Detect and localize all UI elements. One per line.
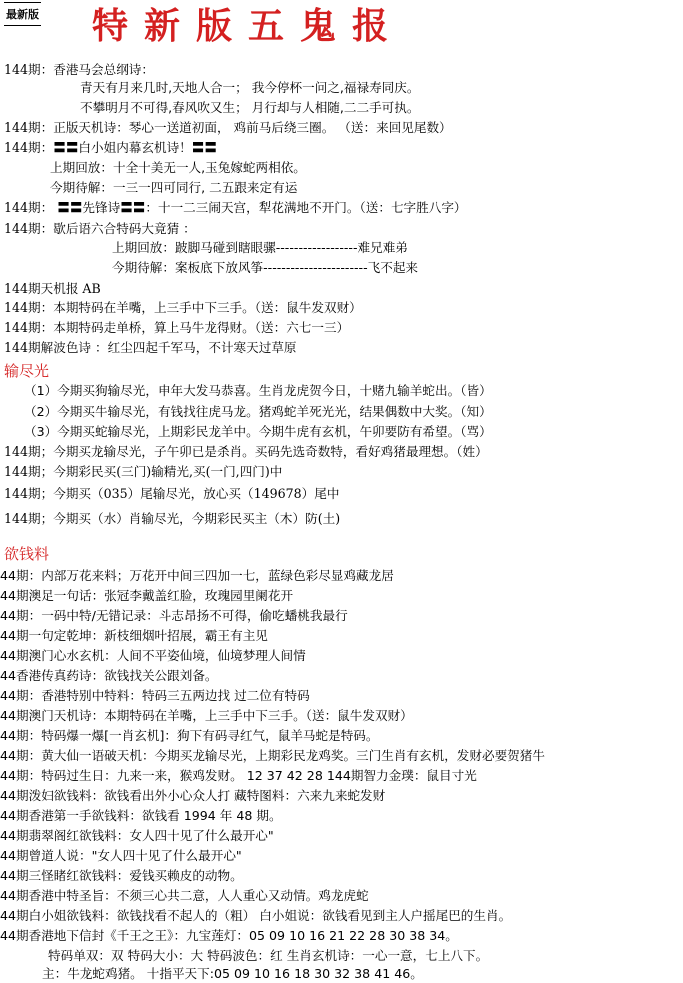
text-line: 44期：特码过生日：九来一来，猴鸡发财。 12 37 42 28 144期智力金璞：鼠目寸光 — [0, 768, 477, 783]
text-line: 44香港传真药诗：欲钱找关公跟刘备。 — [0, 668, 218, 683]
text-line: 44期泼妇欲钱料：欲钱看出外小心众人打 藏特图料：六来九来蛇发财 — [0, 788, 386, 803]
text-line: 144期： 〓〓先锋诗〓〓：十一二三闹天宫，犁花满地不开门。（送：七字胜八字） — [4, 200, 467, 215]
text-line: 上期回放：跛脚马碰到瞎眼骡------------------难兄难弟 — [112, 240, 408, 255]
text-line: 44期香港地下信封《千王之王》：九宝莲灯：05 09 10 16 21 22 28 30 38 34。 — [0, 928, 458, 943]
text-line: 44期：黄大仙一语破天机：今期买龙输尽光，上期彩民龙鸡奖。三门生肖有玄机，发财必要贺猪牛 — [0, 748, 545, 763]
text-line: 44期曾道人说："女人四十见了什么最开心" — [0, 848, 242, 863]
text-line: 特码单双：双 特码大小：大 特码波色：红 生肖玄机诗：一心一意，七上八下。 — [48, 948, 489, 963]
text-line: 144期；今期买龙输尽光，子午卯已是杀肖。买码先选奇数特，看好鸡猪最理想。（姓） — [4, 444, 488, 459]
text-line: 主：牛龙蛇鸡猪。 十指平天下:05 09 10 16 18 30 32 38 41 46。 — [42, 966, 423, 981]
section-heading: 输尽光 — [4, 362, 50, 380]
section-heading: 欲钱料 — [4, 545, 50, 563]
text-line: 不攀明月不可得,春风吹又生； 月行却与人相随,二二手可执。 — [80, 100, 420, 115]
text-line: （3）今期买蛇输尽光，上期彩民龙羊中。今期牛虎有玄机，午卯要防有希望。（骂） — [24, 424, 492, 439]
text-line: 44期三怪睹红欲钱料：爱钱买赖皮的动物。 — [0, 868, 243, 883]
text-line: 44期澳足一句话：张冠李戴盖红脸，玫瑰园里阑花开 — [0, 588, 294, 603]
edition-label: 最新版 — [4, 2, 41, 26]
text-line: 44期一句定乾坤：新枝细烟叶招展，霸王有主见 — [0, 628, 268, 643]
text-line: 44期香港中特圣旨：不须三心共二意，人人重心又动情。鸡龙虎蛇 — [0, 888, 369, 903]
text-line: 144期；今期彩民买(三门)输精光,买(一门,四门)中 — [4, 464, 283, 479]
text-line: 青天有月来几时,天地人合一； 我今停杯一问之,福禄寿同庆。 — [80, 80, 420, 95]
text-line: 144期天机报 AB — [4, 281, 101, 296]
text-line: 今期待解：一三一四可同行, 二五跟来定有运 — [50, 180, 298, 195]
text-line: 44期：内部万花来料；万花开中间三四加一七，蓝绿色彩尽显鸡藏龙居 — [0, 568, 394, 583]
text-line: 144期：本期特码走单桥，算上马牛龙得财。（送：六七一三） — [4, 320, 350, 335]
text-line: 144期：〓〓白小姐内幕玄机诗！〓〓 — [4, 140, 217, 155]
text-line: 44期：一码中特/无错记录：斗志昂扬不可得，偷吃蟠桃我最行 — [0, 608, 348, 623]
text-line: 今期待解：案板底下放风筝-----------------------飞不起来 — [112, 260, 419, 275]
text-line: 44期翡翠阁红欲钱料：女人四十见了什么最开心" — [0, 828, 274, 843]
text-line: 44期：香港特别中特料：特码三五两边找 过二位有特码 — [0, 688, 310, 703]
page-title: 特新版五鬼报 — [92, 5, 405, 47]
text-line: （1）今期买狗输尽光，申年大发马恭喜。生肖龙虎贺今日，十赌九输羊蛇出。（皆） — [24, 383, 492, 398]
text-line: 144期：本期特码在羊嘴，上三手中下三手。（送：鼠牛发双财） — [4, 300, 362, 315]
text-line: 144期：香港马会总纲诗： — [4, 62, 154, 77]
text-line: 144期：歇后语六合特码大竟猜 ： — [4, 221, 196, 236]
text-line: 44期香港第一手欲钱料：欲钱看 1994 年 48 期。 — [0, 808, 282, 823]
text-line: 44期白小姐欲钱料：欲钱找看不起人的（粗） 白小姐说：欲钱看见到主人户摇尾巴的生肖。 — [0, 908, 512, 923]
text-line: 上期回放：十全十美无一人,玉兔嫁蛇两相依。 — [50, 160, 306, 175]
text-line: 44期澳门心水玄机：人间不平姿仙境，仙境梦理人间情 — [0, 648, 306, 663]
text-line: 44期澳门天机诗：本期特码在羊嘴，上三手中下三手。（送：鼠牛发双财） — [0, 708, 413, 723]
text-line: 144期：正版天机诗：琴心一送道初面， 鸡前马后绕三圈。 （送：来回见尾数） — [4, 120, 452, 135]
text-line: 44期：特码爆一爆[一肖玄机]：狗下有码寻红气，鼠羊马蛇是特码。 — [0, 728, 379, 743]
text-line: （2）今期买牛输尽光，有钱找往虎马龙。猪鸡蛇羊死光光，结果偶数中大奖。（知） — [24, 404, 492, 419]
text-line: 144期；今期买（035）尾输尽光，放心买（149678）尾中 — [4, 486, 340, 501]
text-line: 144期；今期买（水）肖输尽光，今期彩民买主（木）防(土) — [4, 511, 341, 526]
text-line: 144期解波色诗 ：红尘四起千军马，不计寒天过草原 — [4, 340, 297, 355]
